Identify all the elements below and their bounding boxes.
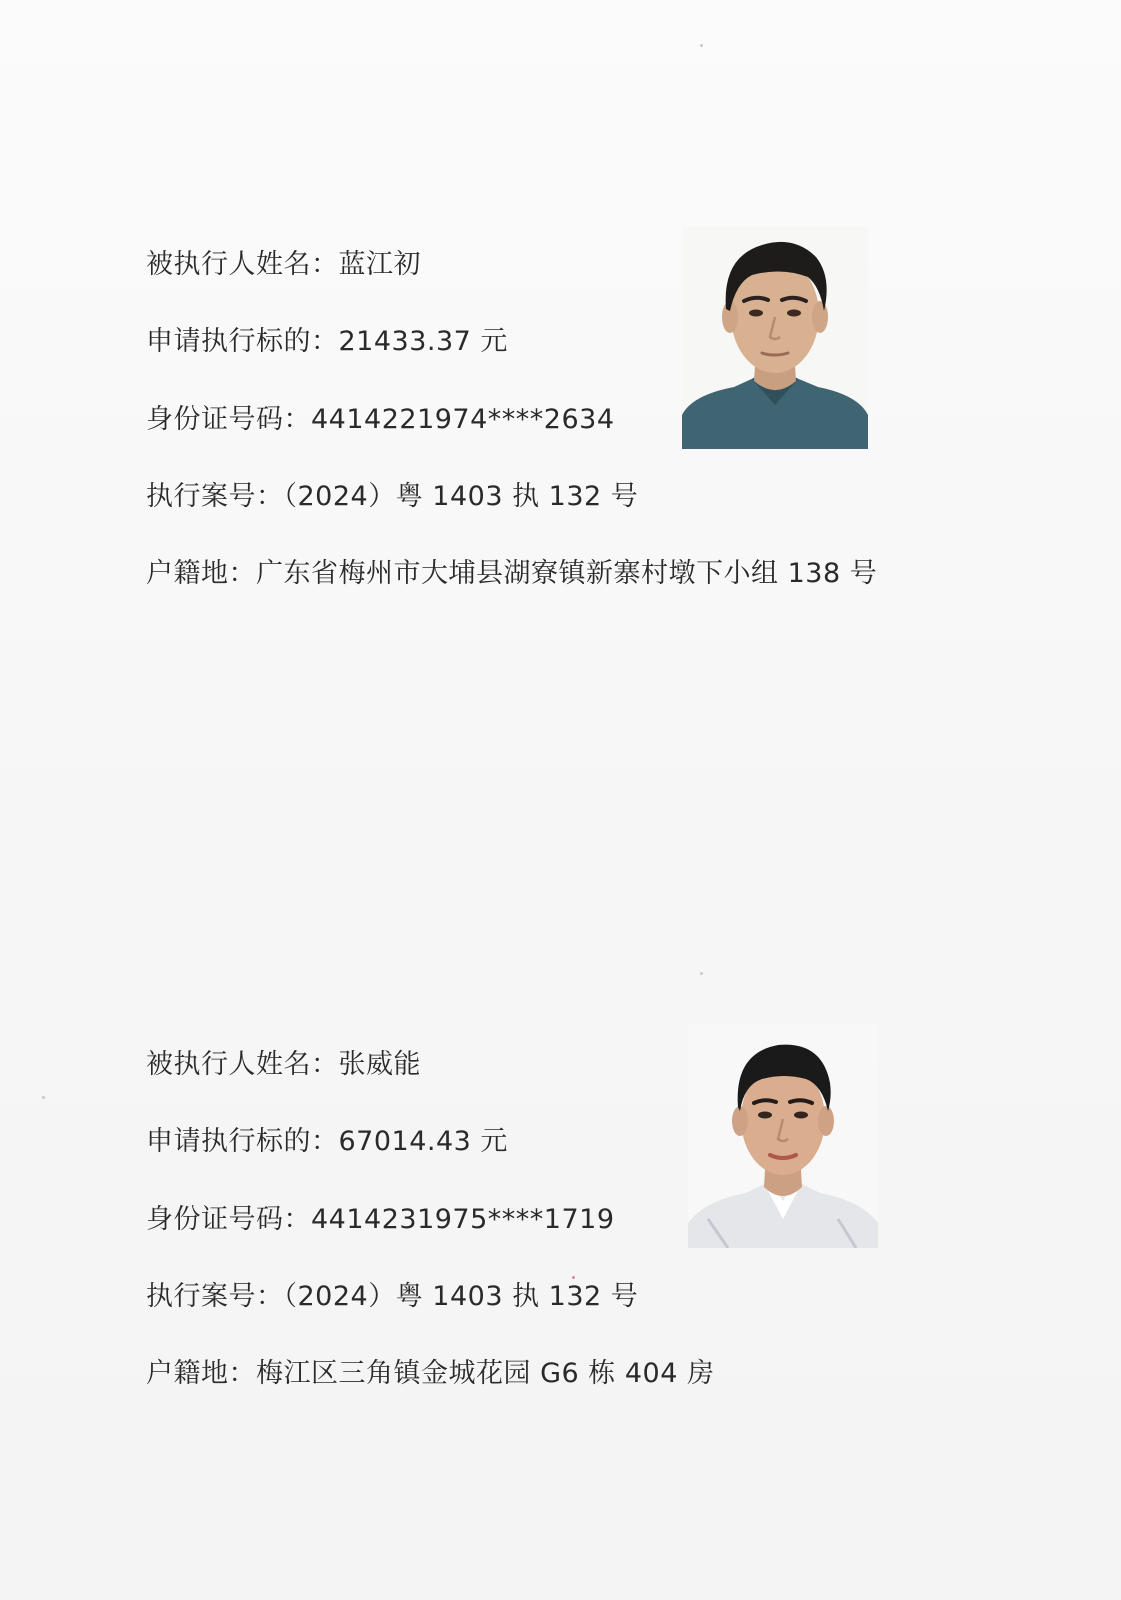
debtor-name-label: 被执行人姓名： (146, 249, 339, 280)
execution-amount-label: 申请执行标的： (146, 326, 339, 357)
case-number-line (146, 1277, 638, 1317)
id-number-label: 身份证号码： (146, 1204, 311, 1235)
scan-speck (572, 1276, 575, 1279)
debtor-name: 张威能 (338, 1049, 421, 1080)
debtor-portrait-photo (688, 1023, 878, 1248)
execution-amount-label: 申请执行标的： (146, 1126, 339, 1157)
scan-speck (700, 44, 703, 47)
household-address: 广东省梅州市大埔县湖寮镇新寨村墩下小组 138 号 (256, 558, 878, 589)
household-address-label: 户籍地： (146, 1358, 256, 1389)
portrait-illustration (688, 1023, 878, 1248)
debtor-name-line (146, 1045, 421, 1085)
portrait-illustration (682, 227, 868, 449)
case-number: （2024）粤 1403 执 132 号 (283, 481, 639, 512)
scan-speck (700, 972, 703, 975)
id-number-label: 身份证号码： (146, 404, 311, 435)
execution-amount: 67014.43 元 (338, 1126, 508, 1157)
debtor-name-line (146, 245, 421, 285)
household-address-line (146, 554, 877, 594)
debtor-portrait-photo (682, 227, 868, 449)
id-number-line (146, 400, 615, 440)
household-address-line (146, 1354, 714, 1394)
debtor-name-label: 被执行人姓名： (146, 1049, 339, 1080)
case-number: （2024）粤 1403 执 132 号 (283, 1281, 639, 1312)
id-number: 4414231975****1719 (311, 1204, 615, 1235)
debtor-name: 蓝江初 (338, 249, 421, 280)
case-number-line (146, 477, 638, 517)
execution-amount-line (146, 322, 508, 362)
household-address: 梅江区三角镇金城花园 G6 栋 404 房 (256, 1358, 715, 1389)
household-address-label: 户籍地： (146, 558, 256, 589)
case-number-label: 执行案号： (146, 1281, 284, 1312)
id-number-line (146, 1200, 615, 1240)
id-number: 4414221974****2634 (311, 404, 615, 435)
case-number-label: 执行案号： (146, 481, 284, 512)
execution-amount-line (146, 1122, 508, 1162)
execution-amount: 21433.37 元 (338, 326, 508, 357)
scan-speck (42, 1096, 45, 1099)
